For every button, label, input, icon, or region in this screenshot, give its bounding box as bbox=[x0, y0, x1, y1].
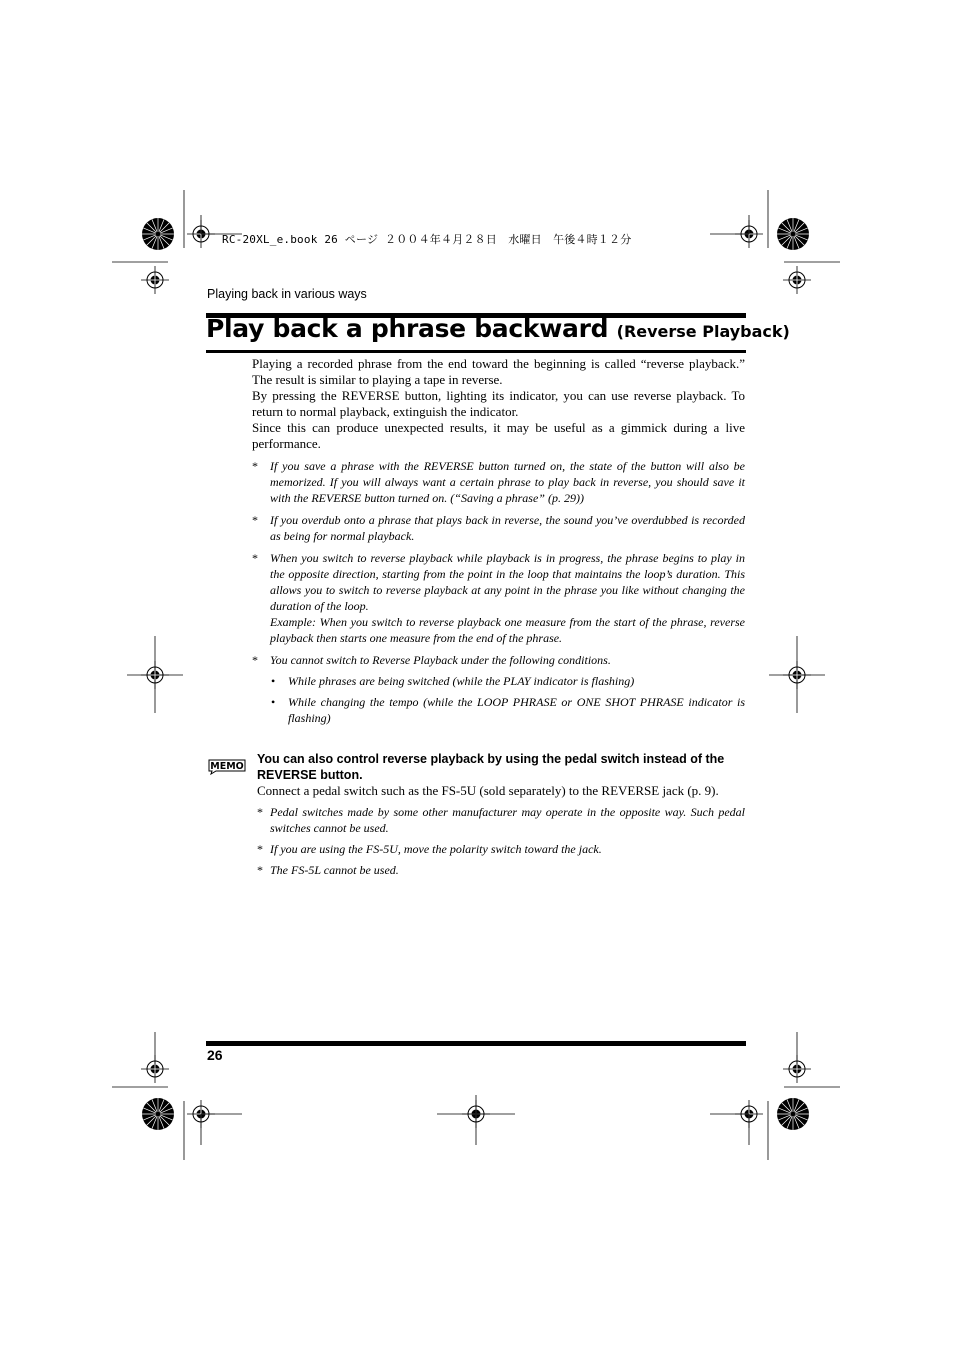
memo-text: Connect a pedal switch such as the FS-5U (sold separately) to the REVERSE jack (p. 9). bbox=[257, 783, 719, 798]
note-item bbox=[252, 512, 745, 544]
memo-note bbox=[257, 804, 745, 836]
intro-paragraph: By pressing the REVERSE button, lighting its indicator, you can use reverse playback. To return to normal playback, extinguish the indicator. bbox=[252, 388, 745, 419]
asterisk-icon: * bbox=[252, 551, 258, 565]
memo-icon-label: MEMO bbox=[210, 761, 244, 772]
bottom-rule bbox=[206, 1041, 746, 1046]
bullet-text: While phrases are being switched (while the PLAY indicator is flashing) bbox=[288, 674, 635, 688]
asterisk-icon: * bbox=[252, 459, 258, 473]
body-text bbox=[252, 356, 745, 726]
intro-paragraph: Playing a recorded phrase from the end toward the beginning is called “reverse playback.” The result is similar to playing a tape in reverse. bbox=[252, 356, 745, 387]
bullet-item bbox=[252, 673, 745, 689]
intro-paragraph: Since this can produce unexpected results, it may be useful as a gimmick during a live performance. bbox=[252, 420, 745, 451]
note-text: When you switch to reverse playback while playback is in progress, the phrase begins to play in the opposite direction, starting from the point in the loop that maintains the loop’s duration. This allows you to switch to reverse playback at any point in the phrase you like without changing the duration of the loop. bbox=[270, 551, 745, 613]
title-sub: (Reverse Playback) bbox=[616, 322, 790, 341]
title-main: Play back a phrase backward bbox=[206, 314, 609, 343]
asterisk-icon: * bbox=[257, 842, 263, 856]
note-item bbox=[252, 458, 745, 506]
bullet-item bbox=[252, 694, 745, 726]
memo-block bbox=[257, 751, 745, 878]
note-text: If you save a phrase with the REVERSE button turned on, the state of the button will also be memorized. If you will always want a certain phrase to play back in reverse, you should save it with the REVERSE button turned on. (“Saving a phrase” (p. 29)) bbox=[270, 459, 745, 505]
page-number: 26 bbox=[207, 1047, 223, 1063]
note-example: Example: When you switch to reverse playback one measure from the start of the phrase, reverse playback then starts one measure from the end of the phrase. bbox=[270, 615, 745, 645]
memo-icon bbox=[208, 758, 246, 775]
memo-note bbox=[257, 841, 745, 857]
memo-note-text: The FS-5L cannot be used. bbox=[270, 863, 399, 877]
title-rule bbox=[206, 350, 746, 353]
asterisk-icon: * bbox=[257, 863, 263, 877]
memo-note-text: Pedal switches made by some other manufacturer may operate in the opposite way. Such pedal switches cannot be used. bbox=[270, 805, 745, 835]
bullet-text: While changing the tempo (while the LOOP PHRASE or ONE SHOT PHRASE indicator is flashing) bbox=[288, 695, 745, 725]
bullet-icon: • bbox=[271, 695, 276, 709]
note-text: If you overdub onto a phrase that plays back in reverse, the sound you’ve overdubbed is recorded as being for normal playback. bbox=[270, 513, 745, 543]
page-title bbox=[206, 314, 790, 343]
print-info-line: RC-20XL_e.book 26 ページ ２００４年４月２８日 水曜日 午後４時１２分 bbox=[222, 233, 632, 246]
note-item bbox=[252, 652, 745, 668]
asterisk-icon: * bbox=[257, 805, 263, 819]
note-text: You cannot switch to Reverse Playback under the following conditions. bbox=[270, 653, 611, 667]
memo-heading: You can also control reverse playback by using the pedal switch instead of the REVERSE button. bbox=[257, 752, 725, 782]
bullet-icon: • bbox=[271, 674, 276, 688]
memo-note-text: If you are using the FS-5U, move the polarity switch toward the jack. bbox=[270, 842, 602, 856]
memo-note bbox=[257, 862, 745, 878]
note-item bbox=[252, 550, 745, 646]
asterisk-icon: * bbox=[252, 513, 258, 527]
asterisk-icon: * bbox=[252, 653, 258, 667]
section-label: Playing back in various ways bbox=[207, 287, 367, 301]
